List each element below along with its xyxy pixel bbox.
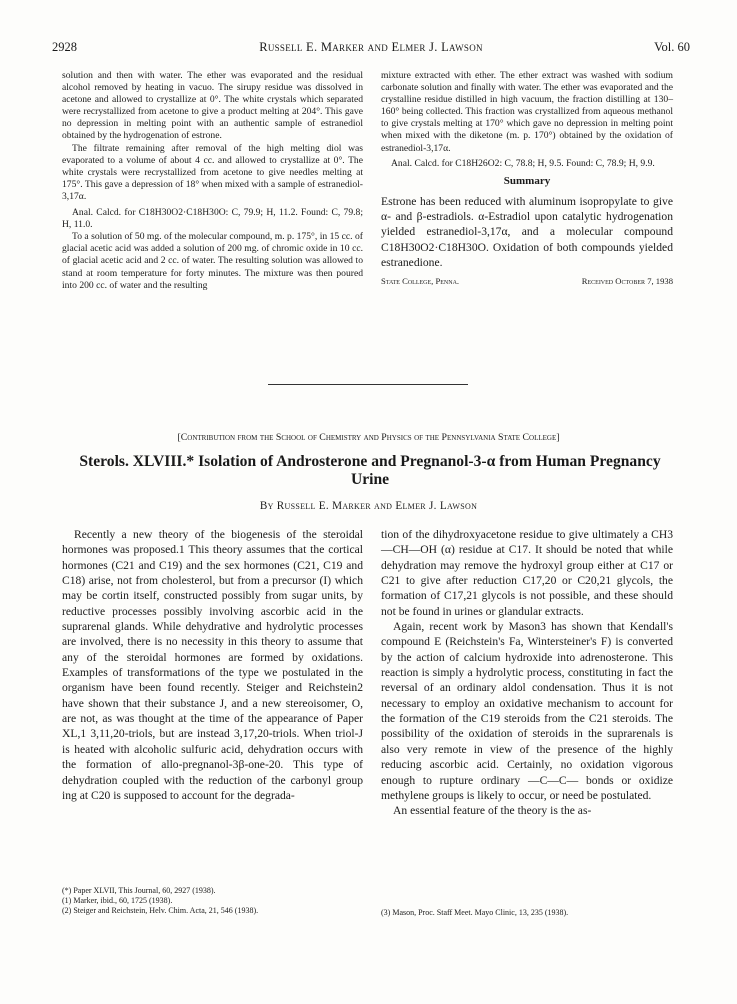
summary-heading: Summary	[503, 174, 551, 187]
footnotes-left	[62, 886, 363, 917]
paragraph: solution and then with water. The ether was evaporated and the residual alcohol removed by heating in vacuo. The sirupy residue was dissolved in acetone and allowed to crystallize at 0°. The white crystals which separated were recrystallized from acetone to give a product melting at 204°. This gave no depression in melting point with an authentic sample of estranediol obtained by the hydrogenation of estrone.	[62, 70, 363, 142]
section-divider	[268, 384, 468, 385]
footnotes-right	[381, 908, 673, 918]
paragraph: mixture extracted with ether. The ether extract was washed with sodium carbonate solution and finally with water. The ether was evaporated and the crystalline residue distilled in high vacuum, the fraction distilling at 130–160° being collected. This fraction was crystallized from aqueous methanol to give crystals melting at 170° which gave no depression in melting point when mixed with the diketone (m. p. 170°) obtained by the oxidation of estranediol-3,17α.	[381, 70, 673, 154]
paragraph: Recently a new theory of the biogenesis of the steroidal hormones was proposed.1 This theory assumes that the cortical hormones (C21 and C19) and the sex hormones (C21, C19 and C18) arise, not from cholesterol, but from a precursor (I) which may be cortin itself, constructed possibly from sugar units, by reductive processes possibly involving ascorbic acid in the suprarenal glands. While dehydrative and hydrolytic processes are involved, there is no necessity in this theory to assume that any of the steroidal hormones are formed by oxidations. Examples of transformations of the type we postulated in the organism have been found recently. Steiger and Reichstein2 have shown that their substance J, and a new stereoisomer, O, are not, as was thought at the time of the appearance of Paper XL,1 3,11,20-triols, but are instead 3,17,20-triols. When triol-J is heated with alcoholic sulfuric acid, dehydration occurs with the formation of allo-pregnanol-3β-one-20. This type of dehydration coupled with the reduction of the carbonyl group ing at C20 is supposed to account for the degrada-	[62, 528, 363, 802]
footnote: (3) Mason, Proc. Staff Meet. Mayo Clinic, 13, 235 (1938).	[381, 908, 569, 917]
paragraph: To a solution of 50 mg. of the molecular compound, m. p. 175°, in 15 cc. of glacial acetic acid was added a solution of 200 mg. of chromic oxide in 10 cc. of glacial acetic acid and 2 cc. of water. The resulting solution was allowed to stand at room temperature for forty minutes. The mixture was then poured into 200 cc. of water and the resulting	[62, 231, 363, 291]
page-number: 2928	[52, 40, 77, 54]
received-date: Received October 7, 1938	[581, 276, 673, 287]
article-title: Sterols. XLVIII.* Isolation of Androsterone and Pregnanol-3-α from Human Pregnancy Urine	[79, 453, 661, 488]
paragraph: Again, recent work by Mason3 has shown that Kendall's compound E (Reichstein's Fa, Wintersteiner's F) is converted by the action of calcium hydroxide into adrenosterone. This reaction is simply a hydrolytic process, constituting in fact the reversal of an ordinary aldol condensation. Thus it is not necessary to employ an oxidative mechanism to account for the formation of the C19 steroids from the C21 steroids. The possibility of the oxidation of steroids in the suprarenals is also very remote in view of the presence of the highly reducing ascorbic acid. Certainly, no oxidation vigorous enough to rupture ordinary —C—C— bonds or oxidize methylene groups is likely to occur, or need be postulated.	[381, 620, 673, 802]
paragraph: The filtrate remaining after removal of the high melting diol was evaporated to a volume of about 4 cc. and allowed to crystallize at 0°. The white crystals were recrystallized from acetone to give needles melting at 175°. This gave a depression of 18° when mixed with a sample of estranediol-3,17α.	[62, 142, 363, 202]
volume-label: Vol. 60	[654, 40, 690, 54]
byline: By Russell E. Marker and Elmer J. Lawson	[259, 500, 478, 512]
running-head: Russell E. Marker and Elmer J. Lawson	[259, 40, 483, 54]
analysis-line: Anal. Calcd. for C18H30O2·C18H30O: C, 79.9; H, 11.2. Found: C, 79.8; H, 11.0.	[62, 207, 363, 231]
left-column-experimental	[62, 70, 363, 292]
location: State College, Penna.	[381, 276, 460, 287]
contribution-line: [Contribution from the School of Chemistry and Physics of the Pennsylvania State College]	[177, 432, 560, 443]
paragraph: tion of the dihydroxyacetone residue to give ultimately a CH3—CH—OH (α) residue at C17. It should be noted that while dehydration may remove the hydroxyl group either at C17 or C21 to give after reduction C17,20 or C20,21 glycols, the formation of C17,21 glycols is not possible, and these should not be found in urines or glandular extracts.	[381, 528, 673, 618]
footnote: (2) Steiger and Reichstein, Helv. Chim. Acta, 21, 546 (1938).	[62, 906, 259, 916]
left-column-body	[62, 527, 363, 803]
footnote: (*) Paper XLVII, This Journal, 60, 2927 (1938).	[62, 886, 216, 895]
analysis-line: Anal. Calcd. for C18H26O2: C, 78.8; H, 9.5. Found: C, 78.9; H, 9.9.	[391, 157, 655, 169]
summary-text: Estrone has been reduced with aluminum isopropylate to give α- and β-estradiols. α-Estradiol upon catalytic hydrogenation yielded estranediol-3,17α, and a molecular compound C18H30O2·C18H30O. Oxidation of both compounds yielded estranedione.	[381, 194, 673, 270]
paragraph: An essential feature of the theory is the as-	[393, 804, 592, 818]
received-line	[381, 275, 673, 287]
running-header	[52, 40, 690, 56]
right-column-body	[381, 527, 673, 819]
right-column-experimental	[381, 70, 673, 287]
footnote: (1) Marker, ibid., 60, 1725 (1938).	[62, 896, 173, 906]
